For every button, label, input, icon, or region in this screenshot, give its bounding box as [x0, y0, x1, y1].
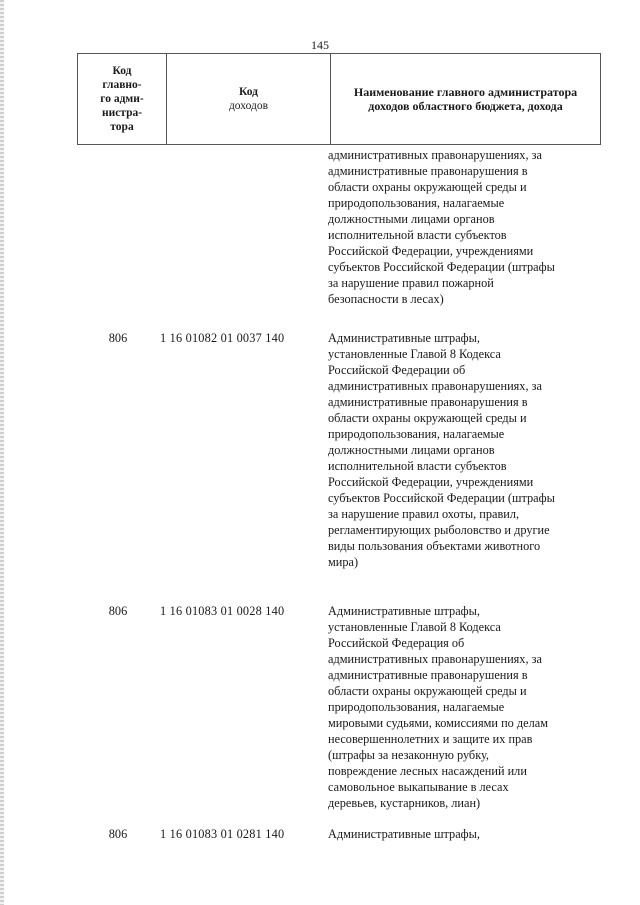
row-description: Административные штрафы, установленные Главой 8 Кодекса Российской Федерация об административных правонарушениях, за административные правонарушения в области охраны окружающей среды и природопользования, налагаемые мировыми судьями, комиссиями по делам несовершеннолетних и защите их прав (штрафы за незаконную рубку, повреждение лесных насаждений или самовольное выкапывание в лесах деревьев, кустарников, лиан): [328, 604, 548, 810]
header-name: [331, 54, 601, 145]
scan-edge: [0, 0, 4, 905]
row-description: Административные штрафы, установленные Главой 8 Кодекса Российской Федерации об административных правонарушениях, за административные правонарушения в области охраны окружающей среды и природопользования, налагаемые должностными лицами органов исполнительной власти субъектов Российской Федерации, учреждениями субъектов Российской Федерации (штрафы за нарушение правил охоты, правил, регламентирующих рыболовство и другие виды пользования объектами животного мира): [328, 331, 555, 569]
header-income-code-title: Код: [238, 86, 258, 98]
income-code: 1 16 01083 01 0281 140: [160, 827, 285, 841]
row-description: Административные штрафы,: [328, 827, 480, 841]
income-code: 1 16 01082 01 0037 140: [160, 331, 285, 345]
admin-code: 806: [108, 827, 128, 841]
header-name-label: Наименование главного администратора доходов областного бюджета, дохода: [353, 85, 578, 113]
admin-code: 806: [108, 604, 128, 618]
continuation-text: административных правонарушениях, за административные правонарушения в области охраны окружающей среды и природопользования, налагаемые должностными лицами органов исполнительной власти субъектов Российской Федерации, учреждениями субъектов Российской Федерации (штрафы за нарушение правил пожарной безопасности в лесах): [328, 148, 555, 306]
page-number: 145: [311, 38, 329, 52]
table-header: [77, 53, 601, 145]
admin-code: 806: [108, 331, 128, 345]
header-admin-code-label: Код главно- го адми- нистра- тора: [100, 65, 144, 133]
header-admin-code: [78, 54, 167, 145]
header-income-code: [167, 54, 331, 145]
header-income-code-sub: доходов: [228, 100, 269, 112]
income-code: 1 16 01083 01 0028 140: [160, 604, 285, 618]
